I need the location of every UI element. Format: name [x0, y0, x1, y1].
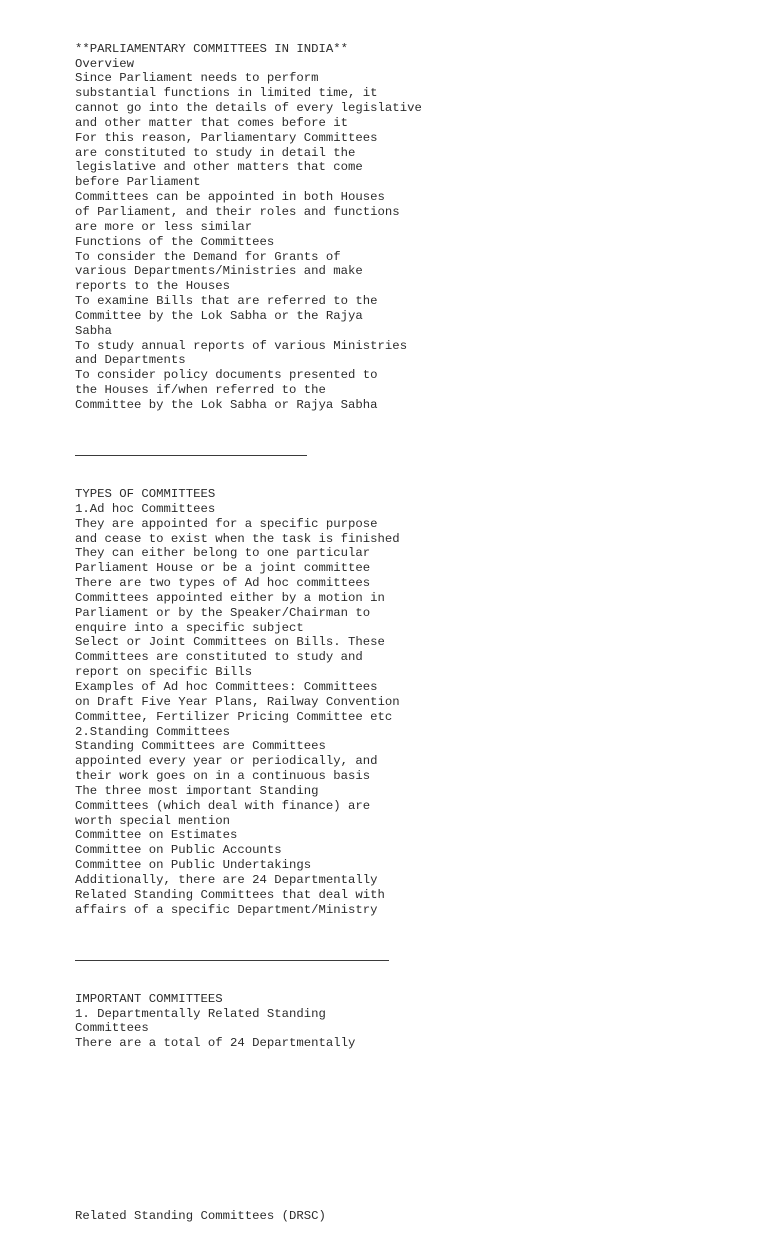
types-text-line: their work goes on in a continuous basis: [75, 769, 371, 784]
types-text-line: 2.Standing Committees: [75, 724, 230, 739]
section-types-of-committees: [75, 487, 755, 917]
overview-text-line: cannot go into the details of every legislative: [75, 101, 422, 116]
page-gap: [75, 1081, 755, 1180]
types-text-line: affairs of a specific Department/Ministry: [75, 902, 378, 917]
types-text-line: There are two types of Ad hoc committees: [75, 576, 371, 591]
overview-text-line: and Departments: [75, 353, 186, 368]
overview-text-line: To study annual reports of various Ministries: [75, 338, 408, 353]
overview-text-line: are constituted to study in detail the: [75, 145, 356, 160]
types-text-line: They can either belong to one particular: [75, 546, 371, 561]
types-text-line: Parliament House or be a joint committee: [75, 561, 371, 576]
footer-text-line: Related Standing Committees (DRSC): [75, 1209, 326, 1224]
divider-2: [75, 947, 755, 962]
overview-text-line: are more or less similar: [75, 219, 253, 234]
overview-text-line: legislative and other matters that come: [75, 160, 363, 175]
types-text-line: The three most important Standing: [75, 783, 319, 798]
overview-text-line: the Houses if/when referred to the: [75, 383, 326, 398]
overview-text-line: Sabha: [75, 323, 112, 338]
types-text-line: Committees (which deal with finance) are: [75, 798, 371, 813]
overview-text-line: Functions of the Committees: [75, 234, 275, 249]
overview-text-line: before Parliament: [75, 175, 201, 190]
types-text-line: TYPES OF COMMITTEES: [75, 487, 216, 501]
document-page: [75, 12, 755, 1239]
important-text-line: 1. Departmentally Related Standing: [75, 1006, 326, 1021]
types-text-line: Related Standing Committees that deal with: [75, 887, 385, 902]
overview-text-line: Committee by the Lok Sabha or the Rajya: [75, 308, 363, 323]
types-text-line: 1.Ad hoc Committees: [75, 501, 216, 516]
divider-1: [75, 442, 755, 457]
types-text-line: appointed every year or periodically, and: [75, 754, 378, 769]
overview-text-line: To consider policy documents presented to: [75, 368, 378, 383]
types-text-line: Parliament or by the Speaker/Chairman to: [75, 605, 371, 620]
overview-text-line: and other matter that comes before it: [75, 115, 349, 130]
overview-text-line: **PARLIAMENTARY COMMITTEES IN INDIA**: [75, 41, 349, 56]
overview-text-line: substantial functions in limited time, it: [75, 86, 378, 101]
overview-text-line: Overview: [75, 56, 135, 71]
types-text-line: Committee on Public Undertakings: [75, 858, 312, 873]
types-text-line: enquire into a specific subject: [75, 620, 304, 635]
types-text-line: report on specific Bills: [75, 665, 253, 680]
important-text-line: Committees: [75, 1021, 149, 1036]
overview-text-line: Committees can be appointed in both Houses: [75, 190, 385, 205]
important-text-line: IMPORTANT COMMITTEES: [75, 991, 223, 1006]
types-text-line: Committees appointed either by a motion in: [75, 590, 385, 605]
types-text-line: Examples of Ad hoc Committees: Committees: [75, 679, 378, 694]
types-text-line: Committee, Fertilizer Pricing Committee etc: [75, 709, 393, 724]
overview-text-line: reports to the Houses: [75, 279, 230, 294]
overview-text-line: For this reason, Parliamentary Committees: [75, 130, 378, 145]
types-text-line: Committees are constituted to study and: [75, 650, 363, 665]
section-overview: [75, 42, 755, 413]
overview-text-line: To examine Bills that are referred to the: [75, 294, 378, 309]
types-text-line: and cease to exist when the task is finished: [75, 531, 400, 546]
types-text-line: Additionally, there are 24 Departmentally: [75, 872, 378, 887]
section-important-committees: [75, 992, 755, 1051]
overview-text-line: To consider the Demand for Grants of: [75, 249, 341, 264]
overview-text-line: of Parliament, and their roles and functions: [75, 204, 400, 219]
types-text-line: on Draft Five Year Plans, Railway Convention: [75, 694, 400, 709]
types-text-line: Committee on Public Accounts: [75, 843, 282, 858]
types-text-line: They are appointed for a specific purpose: [75, 516, 378, 531]
types-text-line: Select or Joint Committees on Bills. These: [75, 635, 385, 650]
overview-text-line: Committee by the Lok Sabha or Rajya Sabha: [75, 397, 378, 412]
important-text-line: There are a total of 24 Departmentally: [75, 1036, 356, 1051]
types-text-line: Committee on Estimates: [75, 828, 238, 843]
overview-text-line: various Departments/Ministries and make: [75, 264, 363, 279]
types-text-line: worth special mention: [75, 813, 230, 828]
types-text-line: Standing Committees are Committees: [75, 739, 326, 754]
overview-text-line: Since Parliament needs to perform: [75, 71, 319, 86]
